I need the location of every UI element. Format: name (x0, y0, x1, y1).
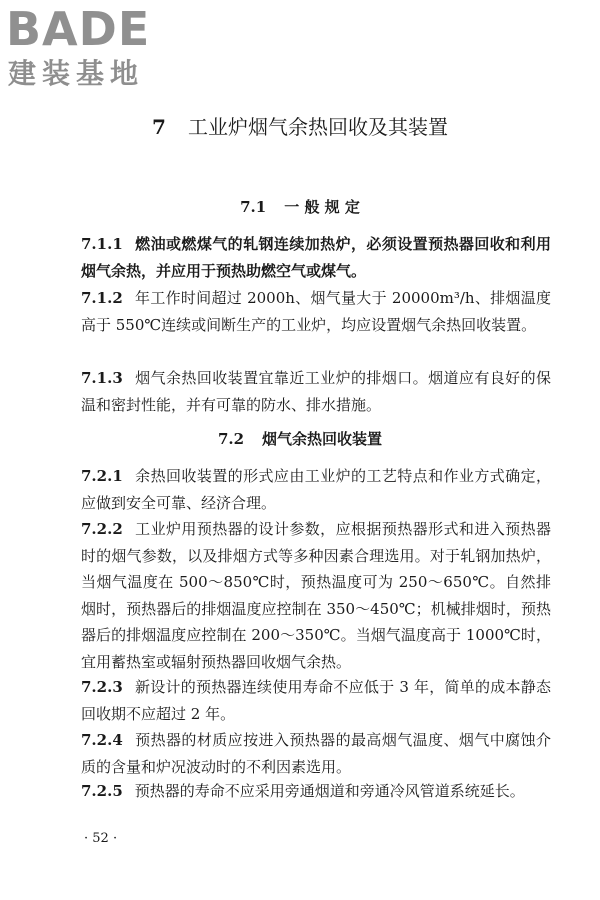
section-heading-7-2 (0, 428, 600, 450)
clause-number: 7.2.2 (81, 520, 123, 538)
page-number: · 52 · (84, 831, 118, 846)
chapter-heading (0, 112, 600, 142)
clause-text: 余热回收装置的形式应由工业炉的工艺特点和作业方式确定，应做到安全可靠、经济合理。 (81, 467, 551, 512)
clause-7-1-2 (81, 285, 551, 338)
clause-7-2-5 (81, 778, 551, 805)
clause-7-2-3 (81, 674, 551, 727)
section-heading-7-1 (0, 196, 600, 218)
section-title: 烟气余热回收装置 (262, 430, 383, 448)
clause-number: 7.1.1 (81, 235, 123, 253)
clause-text: 工业炉用预热器的设计参数，应根据预热器形式和进入预热器时的烟气参数，以及排烟方式等多种因素合理选用。对于轧钢加热炉，当烟气温度在 500～850℃时，预热温度可为 250～650℃。自然排烟时，预热器后的排烟温度应控制在 350～450℃；机械排烟时，预热器后的排烟温度应控制在 200～350℃。当烟气温度高于 1000℃时，宜用蓄热室或辐射预热器回收烟气余热。 (81, 520, 551, 671)
section-title: 一 般 规 定 (284, 198, 360, 216)
section-number: 7.1 (240, 198, 267, 216)
clause-number: 7.2.4 (81, 731, 123, 749)
clause-text: 预热器的寿命不应采用旁通烟道和旁通冷风管道系统延长。 (134, 782, 525, 800)
clause-text: 年工作时间超过 2000h、烟气量大于 20000m³/h、排烟温度高于 550℃连续或间断生产的工业炉，均应设置烟气余热回收装置。 (81, 289, 551, 334)
logo-wordmark: BADE (6, 2, 151, 56)
clause-7-1-3 (81, 365, 551, 418)
section-number: 7.2 (217, 430, 245, 448)
clause-number: 7.2.1 (81, 467, 123, 485)
logo-subtitle: 建装基地 (8, 57, 145, 90)
clause-text: 烟气余热回收装置宜靠近工业炉的排烟口。烟道应有良好的保温和密封性能，并有可靠的防水、排水措施。 (81, 369, 551, 414)
clause-number: 7.2.3 (81, 678, 123, 696)
clause-7-2-2 (81, 516, 551, 676)
clause-7-2-1 (81, 463, 551, 516)
clause-7-1-1 (81, 231, 551, 284)
clause-text: 燃油或燃煤气的轧钢连续加热炉，必须设置预热器回收和利用烟气余热，并应用于预热助燃空气或煤气。 (81, 235, 551, 280)
clause-7-2-4 (81, 727, 551, 780)
clause-text: 预热器的材质应按进入预热器的最高烟气温度、烟气中腐蚀介质的含量和炉况波动时的不利因素选用。 (81, 731, 551, 776)
site-logo (6, 4, 181, 94)
clause-text: 新设计的预热器连续使用寿命不应低于 3 年，简单的成本静态回收期不应超过 2 年。 (81, 678, 551, 723)
clause-number: 7.1.2 (81, 289, 123, 307)
chapter-title: 工业炉烟气余热回收及其装置 (187, 115, 448, 139)
clause-number: 7.1.3 (81, 369, 123, 387)
clause-number: 7.2.5 (81, 782, 123, 800)
chapter-number: 7 (152, 115, 166, 139)
